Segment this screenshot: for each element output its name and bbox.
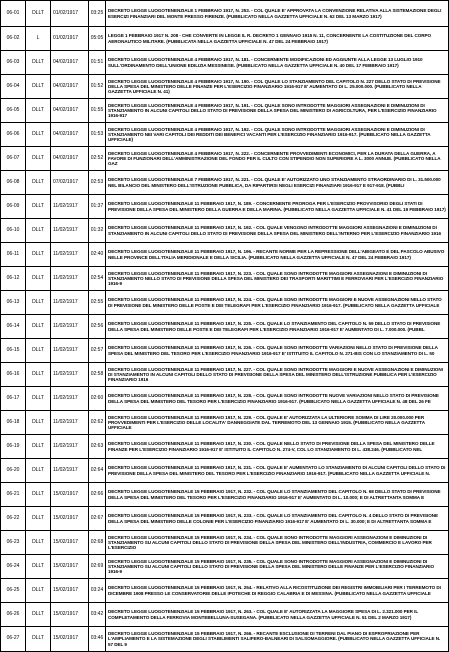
row-act-type: DLLT bbox=[26, 219, 51, 243]
row-act-type: DLLT bbox=[26, 555, 51, 579]
table-row bbox=[1, 243, 449, 267]
row-date: 04/02/1917 bbox=[51, 99, 89, 123]
table-row bbox=[1, 387, 449, 411]
row-code: 02:66 bbox=[89, 483, 106, 507]
table-row bbox=[1, 51, 449, 75]
row-date: 04/02/1917 bbox=[51, 75, 89, 99]
row-number: 06-10 bbox=[1, 219, 26, 243]
row-description-text: DECRETO LEGGE LUOGOTENENZIALE 11 FEBBRAIO 1917, N. 231. - COL QUALE E' AUMENTATO LO STANZIAMENTO DI ALCUNI CAPITOLI DELLO STATO DI PREVISIONE DELLA SPESA DEL MINISTERO DEL TESORO PER L'ESERCIZIO FINANZIARIO 1916-917. (PUBBLICATO NELLA GAZZETTA UFFICIALE N. bbox=[108, 465, 446, 476]
row-description-text: DECRETO LEGGE LUOGOTENENZIALE 7 FEBBRAIO 1917, N. 221. - COL QUALE E' AUTORIZZATO UNO STANZIAMENTO STRAORDINARIO DI L. 31.500.000 NEL BILANCIO DEL MINISTERO DELL'ISTRUZIONE PUBBLICA, DA RIPARTIRSI NEGLI ESERCIZI FINANZIARI 1916-917 E 917-918. (PUBBLI bbox=[108, 177, 441, 188]
row-act-type: L bbox=[26, 27, 51, 51]
row-date: 11/02/1917 bbox=[51, 267, 89, 291]
row-act-type: DLLT bbox=[26, 411, 51, 435]
row-number: 06-21 bbox=[1, 483, 26, 507]
row-act-type: DLLT bbox=[26, 627, 51, 652]
row-date: 15/02/1917 bbox=[51, 531, 89, 555]
row-date: 11/02/1917 bbox=[51, 219, 89, 243]
row-code: 03:42 bbox=[89, 603, 106, 627]
row-date: 07/02/1917 bbox=[51, 171, 89, 195]
table-row bbox=[1, 1, 449, 27]
table-row bbox=[1, 603, 449, 627]
row-act-type: DLLT bbox=[26, 531, 51, 555]
row-code: 02:63 bbox=[89, 435, 106, 459]
row-description bbox=[106, 627, 449, 652]
row-code: 02:53 bbox=[89, 171, 106, 195]
row-number: 06-16 bbox=[1, 363, 26, 387]
row-description bbox=[106, 555, 449, 579]
row-description bbox=[106, 483, 449, 507]
table-row bbox=[1, 363, 449, 387]
row-code: 02:60 bbox=[89, 387, 106, 411]
row-act-type: DLLT bbox=[26, 195, 51, 219]
row-description bbox=[106, 27, 449, 51]
row-number: 06-19 bbox=[1, 435, 26, 459]
row-act-type: DLLT bbox=[26, 603, 51, 627]
row-code: 03:25 bbox=[89, 1, 106, 27]
row-act-type: DLLT bbox=[26, 123, 51, 147]
row-date: 11/02/1917 bbox=[51, 387, 89, 411]
row-description-text: DECRETO LEGGE LUOGOTENENZIALE 11 FEBBRAIO 1917, N. 196. - RECANTE NORME PER LA REPRESSIONE DELL'ABIGEATO E DEL PASCOLO ABUSIVO NELLE PROVINCE DELL'ITALIA MERIDIONALE E DELLA SICILIA. (PUBBLICATO NELLA GAZZETTA UFFICIALE N. 47 DEL 24 FEBBRAIO 1917) bbox=[108, 249, 445, 260]
row-date: 11/02/1917 bbox=[51, 315, 89, 339]
row-act-type: DLLT bbox=[26, 315, 51, 339]
row-description bbox=[106, 267, 449, 291]
row-description-text: DECRETO LEGGE LUOGOTENENZIALE 1 FEBBRAIO 1917, N. 253. - COL QUALE E' APPROVATA LA CONVENZIONE RELATIVA ALLA SISTEMAZIONE DEGLI ESERCIZI FINANZIARI DEL MONTE PRESSO FIRENZE. (PUBBLICATO NELLA GAZZETTA UFFICIALE N. 62 DEL 13 MARZO 1917) bbox=[108, 8, 442, 19]
row-description bbox=[106, 171, 449, 195]
row-date: 11/02/1917 bbox=[51, 363, 89, 387]
row-description bbox=[106, 1, 449, 27]
row-description bbox=[106, 315, 449, 339]
row-description bbox=[106, 243, 449, 267]
row-date: 11/02/1917 bbox=[51, 411, 89, 435]
row-description bbox=[106, 411, 449, 435]
row-description bbox=[106, 339, 449, 363]
row-act-type: DLLT bbox=[26, 291, 51, 315]
row-code: 03:24 bbox=[89, 579, 106, 603]
row-code: 02:52 bbox=[89, 147, 106, 171]
row-description-text: DECRETO LEGGE LUOGOTENENZIALE 11 FEBBRAIO 1917, N. 189. - CONCERNENTE PROROGA PER L'ESERCIZIO PROVVISORIO DEGLI STATI DI PREVISIONE DELLA SPESA DEL MINISTERO DELLA GUERRA E DELLA MARINA. (PUBBLICATO NELLA GAZZETTA UFFICIALE N. 41 DEL 19 FEBBRAIO 1917) bbox=[108, 201, 446, 212]
row-code: 02:69 bbox=[89, 555, 106, 579]
row-description bbox=[106, 363, 449, 387]
table-row bbox=[1, 219, 449, 243]
row-date: 15/02/1917 bbox=[51, 627, 89, 652]
row-description-text: DECRETO LEGGE LUOGOTENENZIALE 11 FEBBRAIO 1917, N. 223. - COL QUALE SONO INTRODOTTE MAGGIORI ASSEGNAZIONI E DIMINUZIONI DI STANZIAMENTO NELLO STATO DI PREVISIONE DELLA SPESA DEL MINISTERO DEI TRASPORTI MARITTIMI E FERROVIARI PER L'ESERCIZIO FINANZIARIO 1916-9 bbox=[108, 270, 444, 287]
row-description-text: DECRETO LEGGE LUOGOTENENZIALE 4 FEBBRAIO 1917, N. 192. - COL QUALE SONO INTRODOTTE MAGGIORI ASSEGNAZIONI E DIMINUZIONI DI STANZIAMENTO NEI VARI CAPITOLI DEI REDDITI DEI BENEFICI VACANTI PER L'ESERCIZIO FINANZIARIO 1916-917. (PUBBLICATO NELLA GAZZETTA UFFICIALE) bbox=[108, 126, 431, 143]
row-code: 02:68 bbox=[89, 531, 106, 555]
table-row bbox=[1, 27, 449, 51]
row-number: 06-17 bbox=[1, 387, 26, 411]
row-act-type: DLLT bbox=[26, 387, 51, 411]
row-number: 06-20 bbox=[1, 459, 26, 483]
table-row bbox=[1, 459, 449, 483]
row-description-text: DECRETO LEGGE LUOGOTENENZIALE 11 FEBBRAIO 1917, N. 229. - COL QUALE E' AUTORIZZATA LA ULTERIORE SOMMA DI LIRE 20.000.000 PER PROVVEDIMENTI PER L'ESERCIZIO DELLE LOCALITA' DANNEGGIATE DAL TERREMOTO DEL 13 GENNAIO 1915. (PUBBLICATO NELLA GAZZETTA UFFICIALE bbox=[108, 414, 425, 431]
row-act-type: DLLT bbox=[26, 147, 51, 171]
row-date: 15/02/1917 bbox=[51, 579, 89, 603]
row-number: 06-12 bbox=[1, 267, 26, 291]
row-description-text: DECRETO LEGGE LUOGOTENENZIALE 11 FEBBRAIO 1917, N. 225. - COL QUALE LO STANZIAMENTO DEL CAPITOLO N. 59 DELLO STATO DI PREVISIONE DELLA SPESA DEL MINISTERO DELLE POSTE E DEI TELEGRAFI PER L'ESERCIZIO FINANZIARIO 1916-917 E' AUMENTATO DI L. 7.000.000. (PUBBL bbox=[108, 321, 441, 332]
row-description-text: DECRETO LEGGE LUOGOTENENZIALE 4 FEBBRAIO 1917, N. 191. - COL QUALE SONO INTRODOTTE MAGGIORI ASSEGNAZIONI E DIMINUZIONI DI STANZIAMENTO IN ALCUNI CAPITOLI DELLO STATO DI PREVISIONE DELLA SPESA DEL MINISTERO DI AGRICOLTURA, PER L'ESERCIZIO FINANZIARIO 1916-917 bbox=[108, 102, 437, 119]
row-act-type: DLLT bbox=[26, 459, 51, 483]
table-row bbox=[1, 147, 449, 171]
row-description-text: DECRETO LEGGE LUOGOTENENZIALE 15 FEBBRAIO 1917, N. 234. - COL QUALE SONO INTRODOTTE MAGGIORI ASSEGNAZIONI E DIMINUZIONI DI STANZIAMENTO SU ALCUNI CAPITOLI DELLO STATO DI PREVISIONE DELLA SPESA DEL MINISTERO DELL'INDUSTRIA, COMMERCIO E LAVORO PER L'ESERCIZIO bbox=[108, 534, 432, 551]
row-description-text: DECRETO LEGGE LUOGOTENENZIALE 11 FEBBRAIO 1917, N. 224. - COL QUALE SONO INTRODOTTE MAGGIORI E NUOVE ASSEGNAZIONI NELLO STATO DI PREVISIONE DEL MINISTERO DELLE POSTE E DEI TELEGRAFI PER L'ESERCIZIO FINANZIARIO 1916-917. (PUBBLICATO NELLA GAZZETTA UFFICIALE bbox=[108, 297, 442, 308]
row-date: 15/02/1917 bbox=[51, 483, 89, 507]
row-number: 06-01 bbox=[1, 1, 26, 27]
table-row bbox=[1, 267, 449, 291]
row-number: 06-25 bbox=[1, 579, 26, 603]
row-description bbox=[106, 75, 449, 99]
row-date: 11/02/1917 bbox=[51, 435, 89, 459]
row-code: 01:53 bbox=[89, 123, 106, 147]
row-code: 02:64 bbox=[89, 459, 106, 483]
row-code: 02:62 bbox=[89, 411, 106, 435]
row-description-text: DECRETO LEGGE LUOGOTENENZIALE 4 FEBBRAIO 1917, N. 190. - COL QUALE LO STANZIAMENTO DEL CAPITOLO N. 227 DELLO STATO DI PREVISIONE DELLA SPESA DEL MINISTERO DELLE FINANZE PER L'ESERCIZIO FINANZIARIO 1916-917 E' AUMENTATO DI L. 25.000.000. (PUBBLICATO NELLA GAZZETTA UFFICIALE N. 41) bbox=[108, 78, 441, 95]
row-code: 02:58 bbox=[89, 363, 106, 387]
row-code: 02:40 bbox=[89, 243, 106, 267]
row-number: 06-09 bbox=[1, 195, 26, 219]
row-number: 06-15 bbox=[1, 339, 26, 363]
row-code: 02:54 bbox=[89, 267, 106, 291]
row-act-type: DLLT bbox=[26, 171, 51, 195]
row-number: 06-22 bbox=[1, 507, 26, 531]
row-description bbox=[106, 99, 449, 123]
row-description-text: DECRETO LEGGE LUOGOTENENZIALE 15 FEBBRAIO 1917, N. 233. - COL QUALE LO STANZIAMENTO DEL CAPITOLO N. 4 DELLO STATO DI PREVISIONE DELLA SPESA DEL MINISTERO DELLE COLONIE PER L'ESERCIZIO FINANZIARIO 1916-917 E' AUMENTATO DI L. 30.000; E DI ALTRETTANTA SOMMA E bbox=[108, 513, 439, 524]
row-code: 01:51 bbox=[89, 51, 106, 75]
table-row bbox=[1, 435, 449, 459]
row-number: 06-11 bbox=[1, 243, 26, 267]
row-code: 02:57 bbox=[89, 339, 106, 363]
row-date: 11/02/1917 bbox=[51, 291, 89, 315]
table-row bbox=[1, 483, 449, 507]
row-number: 06-23 bbox=[1, 531, 26, 555]
row-code: 01:32 bbox=[89, 219, 106, 243]
table-row bbox=[1, 507, 449, 531]
row-description-text: DECRETO LEGGE LUOGOTENENZIALE 15 FEBBRAIO 1917, N. 263. - COL QUALE E' AUTORIZZATA LA MAGGIORE SPESA DI L. 2.321.000 PER IL COMPLETAMENTO DELLA FERROVIA MONTEBELLUNA-SUSEGANA. (PUBBLICATO NELLA GAZZETTA UFFICIALE N. 51 DEL 2 MARZO 1917) bbox=[108, 609, 419, 620]
row-act-type: DLLT bbox=[26, 243, 51, 267]
table-row bbox=[1, 171, 449, 195]
table-row bbox=[1, 531, 449, 555]
row-date: 04/02/1917 bbox=[51, 123, 89, 147]
row-code: 02:67 bbox=[89, 507, 106, 531]
row-act-type: DLLT bbox=[26, 99, 51, 123]
row-number: 06-24 bbox=[1, 555, 26, 579]
row-number: 06-26 bbox=[1, 603, 26, 627]
row-date: 15/02/1917 bbox=[51, 603, 89, 627]
row-date: 11/02/1917 bbox=[51, 243, 89, 267]
row-description bbox=[106, 603, 449, 627]
row-act-type: DLLT bbox=[26, 507, 51, 531]
table-row bbox=[1, 411, 449, 435]
row-description-text: LEGGE 1 FEBBRAIO 1917 N. 208 - CHE CONVERTE IN LEGGE IL R. DECRETO 1 GENNAIO 1915 N. 11, CONCERNENTE LA COSTITUZIONE DEL CORPO AERONAUTICO MILITARE. (PUBBLICATA NELLA GAZZETTA UFFICIALE N. 47 DEL 24 FEBBRAIO 1917) bbox=[108, 33, 432, 44]
decree-rows bbox=[1, 1, 449, 652]
row-description-text: DECRETO LEGGE LUOGOTENENZIALE 11 FEBBRAIO 1917, N. 227. - COL QUALE SONO INTRODOTTE MAGGIORI E NUOVE ASSEGNAZIONI E DIMINUZIONI DI STANZIAMENTO IN ALCUNI CAPITOLI DELLO STATO DI PREVISIONE DELLA SPESA DEL MINISTERO DELL'ISTRUZIONE PUBBLICA PER L'ESERCIZIO FINANZIARIO 1916 bbox=[108, 366, 443, 383]
row-description-text: DECRETO LEGGE LUOGOTENENZIALE 11 FEBBRAIO 1917, N. 228. - COL QUALE SONO INTRODOTTE NUOVE VARIAZIONI NELLO STATO DI PREVISIONE DELLA SPESA DEL MINISTERO DEL TESORO PER L'ESERCIZIO FINANZIARIO 1916-917. (PUBBLICATO NELLA GAZZETTA UFFICIALE N. 48 DEL 26 FE bbox=[108, 393, 439, 404]
row-description-text: DECRETO LEGGE LUOGOTENENZIALE 4 FEBBRAIO 1917, N. 222. - CONCERNENTE PROVVEDIMENTI ECONOMICI, PER LA DURATA DELLA GUERRA, A FAVORE DI FUNZIONARI DELL'AMMINISTRAZIONE DEL FONDO PER IL CULTO CON STIPENDIO NON SUPERIORE A L. 3000 ANNUE. (PUBBLICATO NELLA GAZ bbox=[108, 150, 441, 167]
row-act-type: DLLT bbox=[26, 579, 51, 603]
row-act-type: DLLT bbox=[26, 339, 51, 363]
row-number: 06-14 bbox=[1, 315, 26, 339]
row-date: 01/02/1917 bbox=[51, 27, 89, 51]
row-description bbox=[106, 507, 449, 531]
row-number: 06-27 bbox=[1, 627, 26, 652]
row-code: 01:55 bbox=[89, 99, 106, 123]
row-description-text: DECRETO LEGGE LUOGOTENENZIALE 15 FEBBRAIO 1917, N. 235. - COL QUALE SONO INTRODOTTE MAGGIORI ASSEGNAZIONI E DIMINUZIONI DI STANZIAMENTO SU ALCUNI CAPITOLI DELLO STATO DI PREVISIONE DELLA SPESA DEL MINISTERO DELLE FINANZE PER L'ESERCIZIO FINANZIARIO 1916-9 bbox=[108, 558, 435, 575]
row-number: 06-13 bbox=[1, 291, 26, 315]
row-description-text: DECRETO LEGGE LUOGOTENENZIALE 4 FEBBRAIO 1917, N. 181. - CONCERNENTE MODIFICAZIONI ED AGGIUNTE ALLA LEGGE 13 LUGLIO 1910 SULL'ORDINAMENTO DELL'UNIONE EDILIZIA MESSINESE. (PUBBLICATO NELLA GAZZETTA UFFICIALE N. 40 DEL 17 FEBBRAIO 1917) bbox=[108, 57, 423, 68]
table-row bbox=[1, 627, 449, 652]
row-number: 06-08 bbox=[1, 171, 26, 195]
row-act-type: DLLT bbox=[26, 267, 51, 291]
row-date: 04/02/1917 bbox=[51, 147, 89, 171]
row-number: 06-18 bbox=[1, 411, 26, 435]
table-row bbox=[1, 75, 449, 99]
table-row bbox=[1, 315, 449, 339]
row-description-text: DECRETO LEGGE LUOGOTENENZIALE 11 FEBBRAIO 1917, N. 230. - COL QUALE NELLO STATO DI PREVISIONE DELLA SPESA DEL MINISTERO DELLE FINANZE PER L'ESERCIZIO FINANZIARIO 1916-917 E' ISTITUITO IL CAPITOLO N. 274-V, COL LO STANZIAMENTO DI L. 438.246. (PUBBLICATO NEL bbox=[108, 441, 435, 452]
row-code: 05:05 bbox=[89, 27, 106, 51]
row-number: 06-06 bbox=[1, 123, 26, 147]
row-code: 01:52 bbox=[89, 75, 106, 99]
row-description bbox=[106, 123, 449, 147]
row-act-type: DLLT bbox=[26, 435, 51, 459]
row-date: 15/02/1917 bbox=[51, 507, 89, 531]
row-code: 02:55 bbox=[89, 291, 106, 315]
row-description-text: DECRETO LEGGE LUOGOTENENZIALE 15 FEBBRAIO 1917, N. 232. - COL QUALE LO STANZIAMENTO DEL CAPITOLO N. 68 DELLO STATO DI PREVISIONE DELLA SPESA DEL MINISTERO DEL TESORO PER L'ESERCIZIO FINANZIARIO 1916-917 E' AUMENTATO DI L. 10.000; E DI ALTRETTANTA SOMMA E bbox=[108, 489, 441, 500]
row-code: 01:37 bbox=[89, 195, 106, 219]
row-description bbox=[106, 291, 449, 315]
table-row bbox=[1, 291, 449, 315]
row-act-type: DLLT bbox=[26, 51, 51, 75]
row-description-text: DECRETO LEGGE LUOGOTENENZIALE 15 FEBBRAIO 1917, N. 266. - RECANTE ESCLUSIONE DI TERRENI DAL PIANO DI ESPROPRIAZIONE PER L'AMPLIAMENTO E LA SISTEMAZIONE DEGLI STABILIMENTI SALIFERO-BALNEARI DI SALSOMAGGIORE. (PUBBLICATO NELLA GAZZETTA UFFICIALE N. 57 DEL 9 bbox=[108, 631, 441, 647]
row-description-text: DECRETO LEGGE LUOGOTENENZIALE 11 FEBBRAIO 1917, N. 192. - COL QUALE VENGONO INTRODOTTE MAGGIORI ASSEGNAZIONI E DIMINUZIONI DI STANZIAMENTO IN ALCUNI CAPITOLI DELLO STATO DI PREVISIONE DELLA SPESA DEL MINISTERO DELL'INTERNO PER L'ESERCIZIO FINANZIARIO 1916 bbox=[108, 225, 442, 236]
row-number: 06-07 bbox=[1, 147, 26, 171]
row-date: 11/02/1917 bbox=[51, 339, 89, 363]
row-date: 15/02/1917 bbox=[51, 555, 89, 579]
row-description bbox=[106, 579, 449, 603]
row-number: 06-02 bbox=[1, 27, 26, 51]
row-description bbox=[106, 435, 449, 459]
row-description-text: DECRETO LEGGE LUOGOTENENZIALE 15 FEBBRAIO 1917, N. 254. - RELATIVO ALLA RICOSTITUZIONE DEI REGISTRI IMMOBILIARI PER I TERREMOTO DI DICEMBRE 1908 PRESSO LE CONSERVATORIE DELLE IPOTECHE DI REGGIO CALABRIA E DI MESSINA. (PUBBLICATO NELLA GAZZETTA UFFICIALE bbox=[108, 585, 441, 596]
row-description bbox=[106, 387, 449, 411]
row-act-type: DLLT bbox=[26, 75, 51, 99]
table-row bbox=[1, 99, 449, 123]
row-number: 06-03 bbox=[1, 51, 26, 75]
row-number: 06-04 bbox=[1, 75, 26, 99]
row-description-text: DECRETO LEGGE LUOGOTENENZIALE 11 FEBBRAIO 1917, N. 226. - COL QUALE SONO INTRODOTTE VARIAZIONI NELLO STATO DI PREVISIONE DELLA SPESA DEL MINISTERO DEL TESORO PER L'ESERCIZIO FINANZIARIO 1916-917 E' ISTITUITO IL CAPITOLO N. 271-BIS CON LO STANZIAMENTO DI L. 50 bbox=[108, 345, 438, 356]
row-description bbox=[106, 219, 449, 243]
row-description bbox=[106, 147, 449, 171]
table-row bbox=[1, 123, 449, 147]
row-act-type: DLLT bbox=[26, 363, 51, 387]
row-description bbox=[106, 531, 449, 555]
row-code: 03:46 bbox=[89, 627, 106, 652]
row-date: 01/02/1917 bbox=[51, 1, 89, 27]
table-row bbox=[1, 195, 449, 219]
row-code: 02:56 bbox=[89, 315, 106, 339]
row-description bbox=[106, 195, 449, 219]
row-date: 04/02/1917 bbox=[51, 51, 89, 75]
row-act-type: DLLT bbox=[26, 1, 51, 27]
row-description bbox=[106, 51, 449, 75]
row-date: 11/02/1917 bbox=[51, 195, 89, 219]
table-row bbox=[1, 555, 449, 579]
row-act-type: DLLT bbox=[26, 483, 51, 507]
row-number: 06-05 bbox=[1, 99, 26, 123]
row-description bbox=[106, 459, 449, 483]
row-date: 11/02/1917 bbox=[51, 459, 89, 483]
table-row bbox=[1, 339, 449, 363]
table-row bbox=[1, 579, 449, 603]
